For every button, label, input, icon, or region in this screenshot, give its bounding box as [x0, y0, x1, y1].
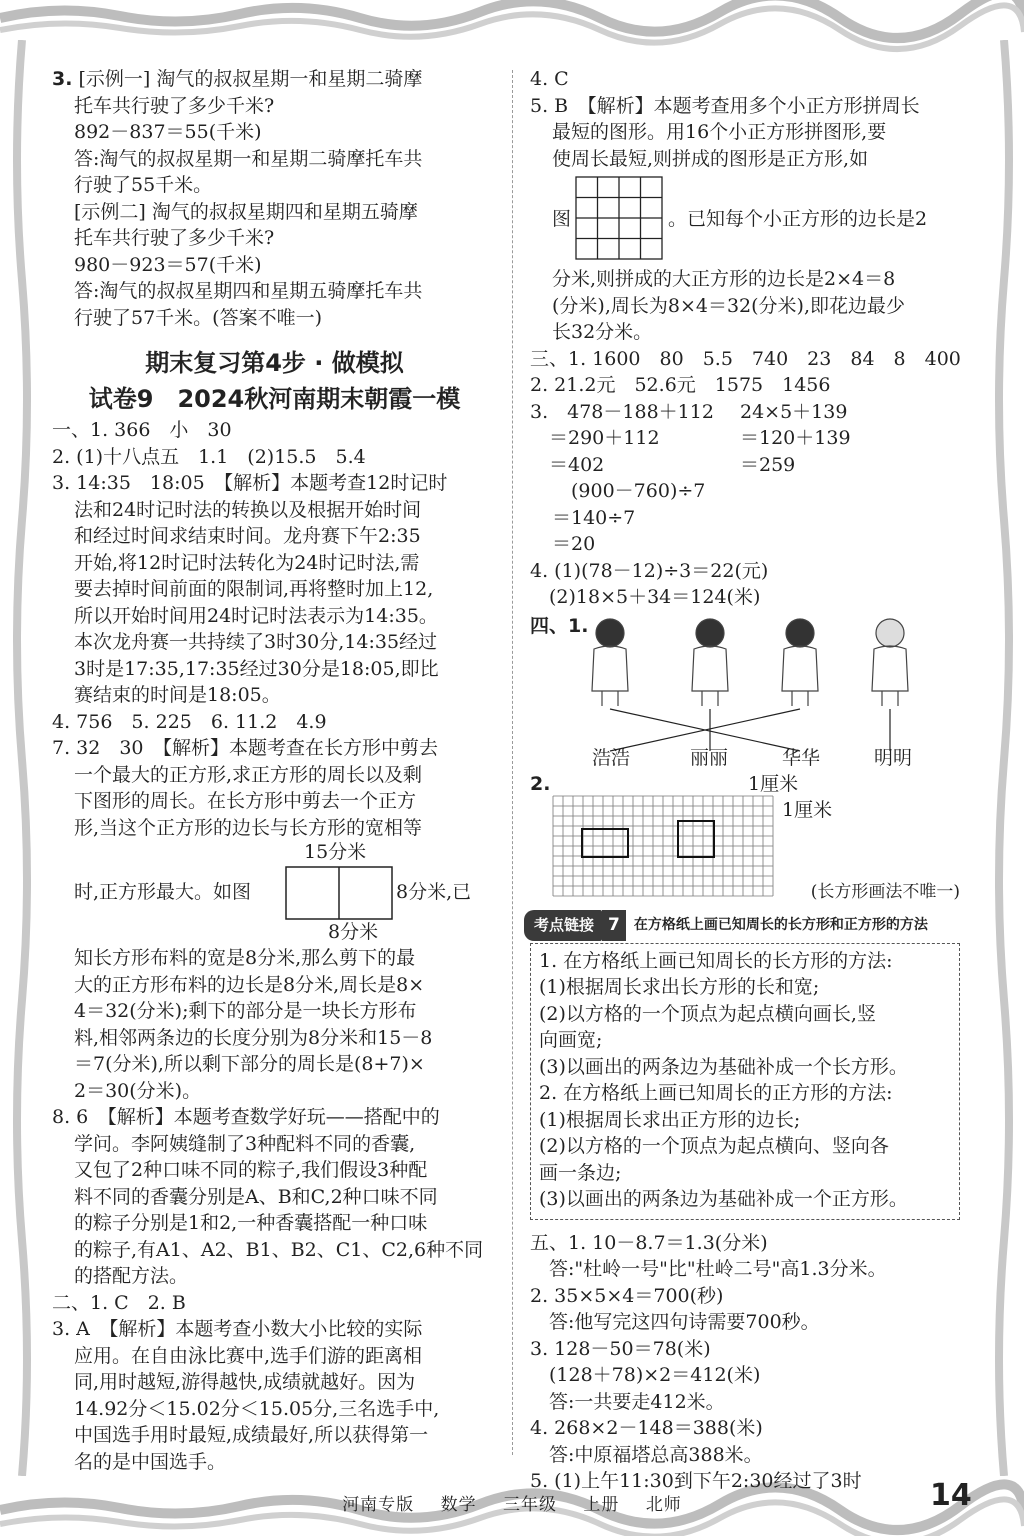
- answer-line: 长32分米。: [552, 321, 653, 343]
- section-heading: 期末复习第4步 · 做模拟: [145, 349, 404, 377]
- kd-line: (3)以画出的两条边为基础补成一个正方形。: [539, 1188, 908, 1210]
- kd-line: 向画宽;: [539, 1029, 603, 1051]
- answer-line: (128＋78)×2＝412(米): [530, 1364, 761, 1386]
- answer-line: 又包了2种口味不同的粽子,我们假设3种配: [74, 1159, 428, 1181]
- knowledge-link-number: 7: [602, 910, 626, 941]
- answer-line: 2. (1)十八点五 1.1 (2)15.5 5.4: [52, 445, 366, 468]
- answer-line: 二、1. C 2. B: [52, 1291, 186, 1314]
- rectangle-length-label: 15分米: [304, 841, 367, 863]
- q3-line: [示例一] 淘气的叔叔星期一和星期二骑摩: [78, 68, 423, 90]
- knowledge-link-box: [530, 943, 960, 1220]
- calc-block: [530, 399, 960, 558]
- answer-line: 4＝32(分米);剩下的部分是一块长方形布: [74, 1000, 417, 1022]
- page-number: 14: [930, 1478, 972, 1513]
- q3-line: 行驶了57千米。(答案不唯一): [74, 306, 323, 329]
- answer-line: 2. 21.2元 52.6元 1575 1456: [530, 374, 831, 396]
- answer-line: 3时是17:35,17:35经过30分是18:05,即比: [74, 657, 439, 680]
- answer-line: 料不同的香囊分别是A、B和C,2种口味不同: [74, 1185, 438, 1208]
- answer-line: 开始,将12时记时法转化为24时记时法,需: [74, 551, 420, 574]
- section-four-label: 四、1.: [530, 614, 589, 637]
- answer-line: 4. 756 5. 225 6. 11.2 4.9: [52, 710, 327, 733]
- child-name: 明明: [874, 746, 913, 769]
- answer-line: 一个最大的正方形,求正方形的周长以及剩: [74, 763, 423, 786]
- child-name: 浩浩: [592, 746, 631, 769]
- footer-volume: 上册: [583, 1495, 620, 1515]
- section-five-answers: [530, 1230, 960, 1495]
- answer-line: 2＝30(分米)。: [74, 1079, 202, 1102]
- answer-line: 法和24时记时法的转换以及根据开始时间: [74, 498, 422, 521]
- q3-line: [示例二] 淘气的叔叔星期四和星期五骑摩: [74, 200, 418, 223]
- answer-line: 4. C: [530, 68, 569, 90]
- square-grid-figure: [575, 176, 665, 262]
- kd-line: 画一条边;: [539, 1161, 622, 1184]
- calc-cell: ＝259: [740, 453, 796, 476]
- answer-line: 的搭配方法。: [74, 1265, 189, 1287]
- kd-line: (3)以画出的两条边为基础补成一个长方形。: [539, 1055, 908, 1078]
- calc-cell: ＝402: [530, 453, 605, 476]
- column-divider: [512, 70, 513, 1455]
- q5-figure-text-post: 。已知每个小正方形的边长是2: [668, 208, 928, 230]
- q3-number: 3.: [52, 68, 73, 90]
- footer-grade: 三年级: [503, 1495, 557, 1515]
- child-figure-3: [782, 619, 818, 706]
- answer-line: 答:他写完这四句诗需要700秒。: [530, 1311, 820, 1333]
- answer-line: 赛结束的时间是18:05。: [74, 684, 281, 706]
- section-one-answers: [52, 417, 497, 841]
- answer-line: 的粽子分别是1和2,一种香囊搭配一种口味: [74, 1212, 428, 1234]
- section-one-answers-continued: [52, 945, 497, 1475]
- answer-line: 料,相邻两条边的长度分别为8分米和15－8: [74, 1026, 433, 1049]
- answer-line: 要去掉时间前面的限制词,再将整时加上12,: [74, 578, 434, 600]
- child-name: 丽丽: [690, 746, 729, 769]
- child-figure-4: [872, 619, 908, 706]
- answer-line: 的粽子,有A1、A2、B1、B2、C1、C2,6种不同: [74, 1238, 484, 1261]
- child-figure-1: [592, 619, 628, 706]
- q3-line: 980－923＝57(千米): [74, 253, 262, 276]
- calc-cell: ＝290＋112: [530, 427, 660, 449]
- calc-cell: 24×5＋139: [740, 400, 848, 423]
- answer-line: 8. 6 【解析】本题考查数学好玩——搭配中的: [52, 1106, 440, 1128]
- footer-subject: 数学: [440, 1495, 477, 1515]
- page-border-right: [992, 40, 1018, 1476]
- left-column: [52, 66, 497, 1475]
- answer-line: 答:中原福塔总高388米。: [530, 1443, 763, 1466]
- knowledge-link-badge: 考点链接: [524, 910, 602, 941]
- answer-line: (2)18×5＋34＝124(米): [530, 586, 761, 608]
- grid-unit-label-side: 1厘米: [782, 798, 833, 821]
- answer-line: 使周长最短,则拼成的图形是正方形,如: [552, 147, 869, 170]
- answer-line: 3. A 【解析】本题考查小数大小比较的实际: [52, 1318, 423, 1340]
- answer-line: 中国选手用时最短,成绩最好,所以获得第一: [74, 1424, 429, 1446]
- answer-line: 知长方形布料的宽是8分米,那么剪下的最: [74, 947, 416, 969]
- answer-line: 下图形的周长。在长方形中剪去一个正方: [74, 790, 417, 812]
- kd-line: 1. 在方格纸上画已知周长的长方形的方法:: [539, 949, 893, 972]
- page-border-left: [8, 40, 34, 1476]
- answer-line: 所以开始时间用24时记时法表示为14:35。: [74, 604, 438, 627]
- exam-title: 试卷9 2024秋河南期末朝霞一模: [88, 385, 461, 413]
- page-footer: [0, 1490, 1024, 1515]
- answer-line: 7. 32 30 【解析】本题考查在长方形中剪去: [52, 737, 439, 759]
- footer-edition: 河南专版: [342, 1495, 415, 1515]
- kd-line: (1)根据周长求出长方形的长和宽;: [539, 976, 820, 998]
- q7-figure-row: [52, 841, 497, 945]
- answer-line: 学问。李阿姨缝制了3种配料不同的香囊,: [74, 1132, 416, 1155]
- answer-line: 三、1. 1600 80 5.5 740 23 84 8 400: [530, 347, 961, 370]
- answer-line: 同,用时越短,游得越快,成绩就越好。因为: [74, 1371, 416, 1393]
- kd-line: (1)根据周长求出正方形的边长;: [539, 1108, 801, 1131]
- footer-publisher: 北师: [645, 1495, 682, 1515]
- answer-line: 5. B 【解析】本题考查用多个小正方形拼周长: [530, 94, 920, 117]
- q5-figure-text-pre: 图: [552, 208, 572, 230]
- q3-line: 892－837＝55(千米): [74, 121, 262, 143]
- answer-line: 分米,则拼成的大正方形的边长是2×4＝8: [552, 268, 896, 290]
- q3-line: 托车共行驶了多少千米?: [74, 94, 275, 117]
- answer-line: 和经过时间求结束时间。龙舟赛下午2:35: [74, 525, 421, 547]
- knowledge-link-header: [524, 911, 960, 941]
- calc-line: (900－760)÷7: [552, 480, 706, 502]
- grid-unit-label-top: 1厘米: [748, 772, 799, 795]
- q3-line: 答:淘气的叔叔星期一和星期二骑摩托车共: [74, 147, 423, 170]
- q3-line: 托车共行驶了多少千米?: [74, 227, 275, 249]
- right-column: [530, 66, 960, 1495]
- answer-line: 形,当这个正方形的边长与长方形的宽相等: [74, 816, 423, 839]
- calc-line: ＝20: [552, 533, 596, 555]
- answer-line: 大的正方形布料的边长是8分米,周长是8×: [74, 973, 425, 996]
- answer-line: 14.92分＜15.02分＜15.05分,三名选手中,: [74, 1397, 440, 1420]
- knowledge-link-title: 在方格纸上画已知周长的长方形和正方形的方法: [633, 917, 928, 934]
- answer-line: 应用。在自由泳比赛中,选手们游的距离相: [74, 1344, 423, 1367]
- q7-figure-text-right: 8分米,已: [396, 881, 472, 903]
- answer-line: 答:"杜岭一号"比"杜岭二号"高1.3分米。: [530, 1258, 887, 1280]
- kd-line: 2. 在方格纸上画已知周长的正方形的方法:: [539, 1082, 893, 1104]
- answer-line: 5. (1)上午11:30到下午2:30经过了3时: [530, 1470, 862, 1492]
- child-figure-2: [692, 619, 728, 706]
- answer-line: 2. 35×5×4＝700(秒): [530, 1284, 724, 1307]
- answer-line: 4. (1)(78－12)÷3＝22(元): [530, 559, 769, 582]
- question-2-label: 2.: [530, 772, 551, 795]
- rectangle-width-label: 8分米: [328, 921, 379, 943]
- page-border-top: [0, 0, 1024, 62]
- answer-line: 名的是中国选手。: [74, 1450, 227, 1473]
- child-name: 华华: [782, 746, 821, 769]
- q3-line: 行驶了55千米。: [74, 174, 213, 196]
- matching-figure: [530, 611, 960, 771]
- square-paper-grid: [552, 795, 782, 901]
- answer-line: 五、1. 10－8.7＝1.3(分米): [530, 1231, 768, 1254]
- q3-answer-block: [52, 66, 497, 331]
- kd-line: (2)以方格的一个顶点为起点横向画长,竖: [539, 1002, 876, 1025]
- answer-line: 本次龙舟赛一共持续了3时30分,14:35经过: [74, 631, 438, 653]
- answer-line: 3. 14:35 18:05 【解析】本题考查12时记时: [52, 472, 448, 494]
- kd-line: (2)以方格的一个顶点为起点横向、竖向各: [539, 1135, 889, 1157]
- answer-line: 最短的图形。用16个小正方形拼图形,要: [552, 121, 887, 143]
- answer-line: 3. 128－50＝78(米): [530, 1337, 711, 1360]
- grid-note: (长方形画法不唯一): [810, 881, 960, 902]
- q3-line: 答:淘气的叔叔星期四和星期五骑摩托车共: [74, 280, 423, 302]
- answer-line: 答:一共要走412米。: [530, 1390, 725, 1413]
- calc-line: ＝140÷7: [552, 506, 636, 529]
- calc-cell: 3. 478－188＋112: [530, 400, 714, 423]
- q7-figure-text-left: 时,正方形最大。如图: [74, 881, 252, 903]
- q5-figure-row: [530, 172, 960, 266]
- grid-figure: [530, 771, 960, 901]
- answer-line: (分米),周长为8×4＝32(分米),即花边最少: [552, 294, 906, 317]
- answer-line: 一、1. 366 小 30: [52, 419, 232, 441]
- answer-line: ＝7(分米),所以剩下部分的周长是(8+7)×: [74, 1053, 425, 1075]
- answer-line: 4. 268×2－148＝388(米): [530, 1417, 763, 1439]
- calc-cell: ＝120＋139: [740, 427, 851, 449]
